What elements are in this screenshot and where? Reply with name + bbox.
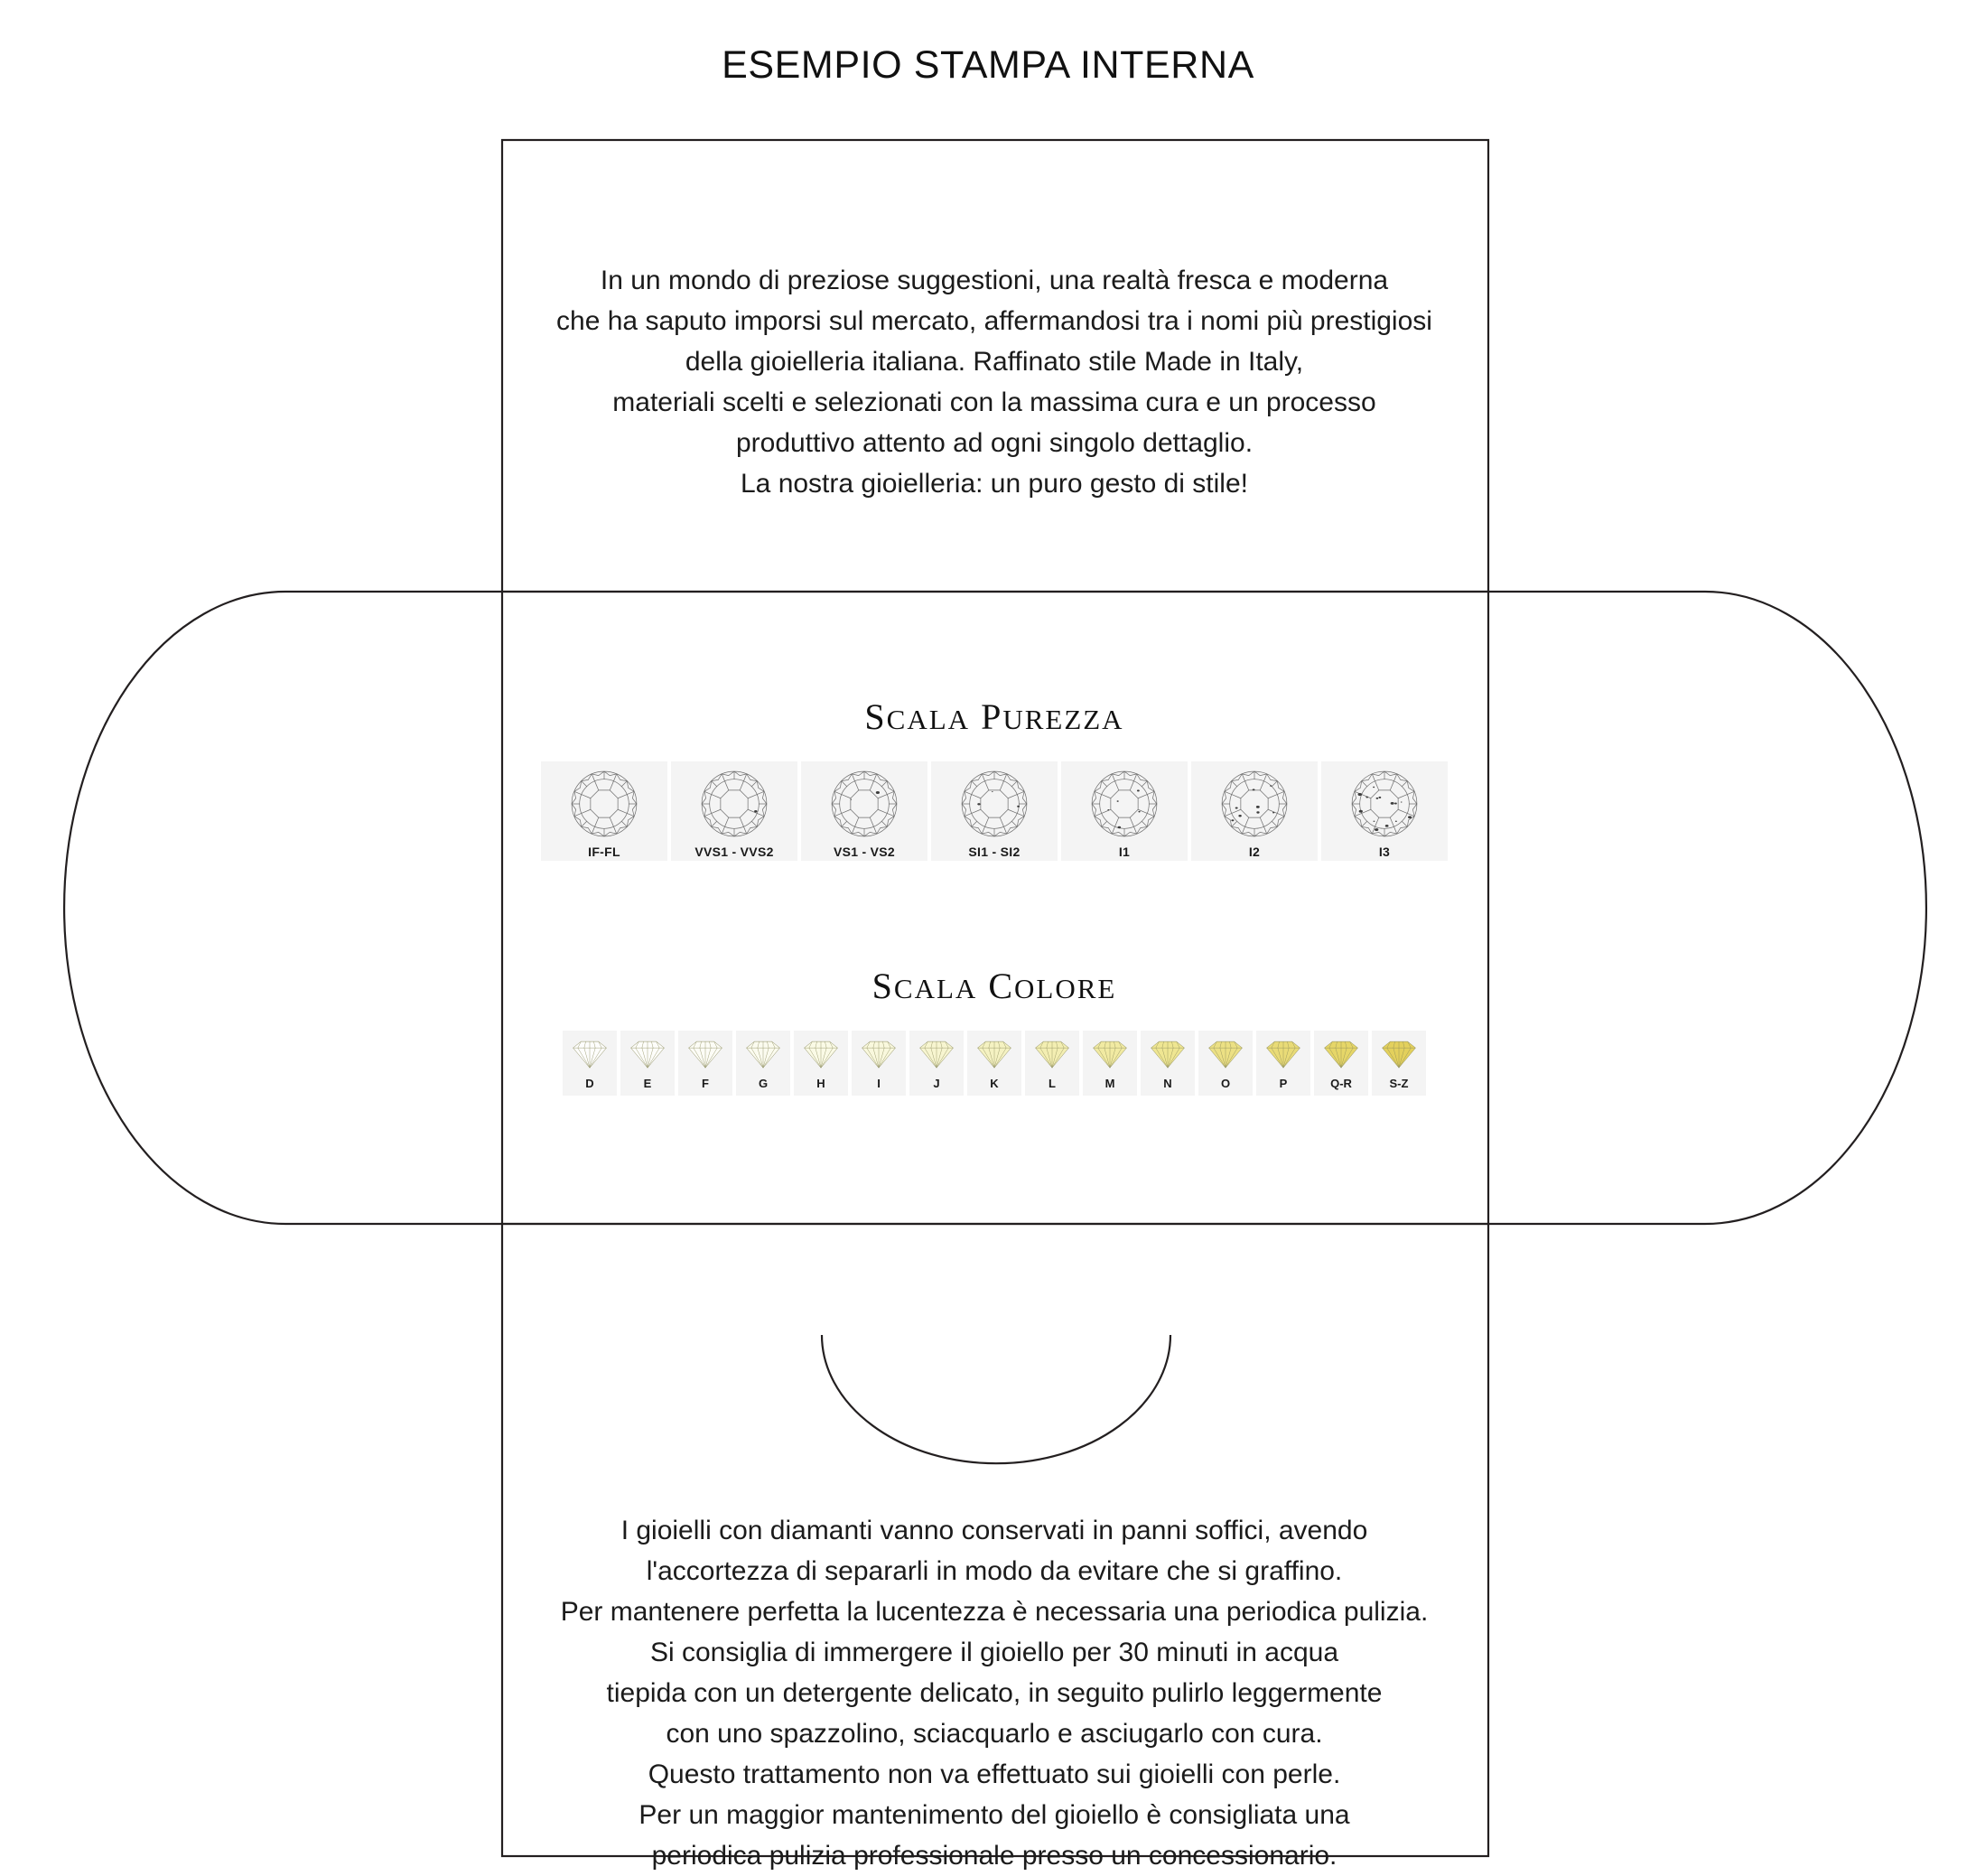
care-instructions-line: periodica pulizia professionale presso un concessionario. (651, 1841, 1338, 1871)
color-swatch (1198, 1031, 1253, 1096)
diamond-side-view-icon (1032, 1034, 1072, 1075)
page-title: ESEMPIO STAMPA INTERNA (722, 43, 1254, 87)
color-scale-heading: SCALA COLORE (871, 966, 1117, 1006)
diamond-side-view-icon (685, 1034, 725, 1075)
brand-description-line: della gioielleria italiana. Raffinato stile Made in Italy, (685, 347, 1304, 377)
clarity-swatch (1321, 761, 1448, 861)
clarity-grade-label: SI1 - SI2 (968, 845, 1021, 859)
color-grade-label: M (1105, 1077, 1115, 1090)
color-grade-label: I (877, 1077, 881, 1090)
clarity-scale-section (502, 695, 1487, 861)
color-grade-label: P (1279, 1077, 1288, 1090)
diamond-top-view-icon (569, 769, 639, 844)
diamond-side-view-icon (1090, 1034, 1130, 1075)
brand-description-text (502, 260, 1487, 504)
diamond-side-view-icon (743, 1034, 783, 1075)
color-grade-label: N (1163, 1077, 1172, 1090)
color-swatch (1314, 1031, 1368, 1096)
color-swatch (1372, 1031, 1426, 1096)
color-grade-label: O (1220, 1077, 1231, 1090)
clarity-swatch (931, 761, 1058, 861)
color-swatch (563, 1031, 617, 1096)
color-swatch-row (502, 1031, 1487, 1096)
diamond-side-view-icon (859, 1034, 899, 1075)
flap-left-outline (64, 592, 502, 1224)
care-instructions-line: Si consiglia di immergere il gioiello per 30 minuti in acqua (649, 1638, 1339, 1667)
diamond-side-view-icon (570, 1034, 610, 1075)
diamond-side-view-icon (1206, 1034, 1245, 1075)
brand-description-line: La nostra gioielleria: un puro gesto di stile! (740, 469, 1248, 499)
color-grade-label: L (1049, 1077, 1056, 1090)
diamond-top-view-icon (959, 769, 1030, 844)
clarity-swatch (1061, 761, 1188, 861)
diamond-side-view-icon (1263, 1034, 1303, 1075)
clarity-swatch (671, 761, 797, 861)
clarity-scale-heading: SCALA PUREZZA (864, 696, 1124, 737)
clarity-swatch (541, 761, 667, 861)
brand-description-line: che ha saputo imporsi sul mercato, affermandosi tra i nomi più prestigiosi (556, 306, 1432, 336)
care-instructions-line: tiepida con un detergente delicato, in seguito pulirlo leggermente (606, 1678, 1383, 1708)
clarity-swatch (1191, 761, 1318, 861)
color-swatch (1083, 1031, 1137, 1096)
diamond-side-view-icon (1148, 1034, 1188, 1075)
panel-middle-outline (502, 592, 1488, 1224)
diamond-side-view-icon (974, 1034, 1014, 1075)
color-swatch (1256, 1031, 1310, 1096)
color-swatch (794, 1031, 848, 1096)
diamond-top-view-icon (829, 769, 899, 844)
clarity-swatch (801, 761, 927, 861)
diamond-side-view-icon (628, 1034, 667, 1075)
flap-right-outline (1488, 592, 1926, 1224)
diamond-top-view-icon (1219, 769, 1290, 844)
color-grade-label: D (585, 1077, 594, 1090)
color-grade-label: Q-R (1330, 1077, 1352, 1090)
clarity-grade-label: VS1 - VS2 (833, 845, 896, 859)
color-swatch (736, 1031, 790, 1096)
color-swatch (967, 1031, 1021, 1096)
color-swatch (678, 1031, 732, 1096)
diamond-side-view-icon (1379, 1034, 1419, 1075)
clarity-swatch-row (502, 761, 1487, 861)
care-instructions-text (502, 1510, 1487, 1876)
diamond-side-view-icon (801, 1034, 841, 1075)
thumb-notch-outline (822, 1335, 1170, 1463)
care-instructions-line: con uno spazzolino, sciacquarlo e asciugarlo con cura. (666, 1719, 1323, 1749)
care-instructions-line: Per un maggior mantenimento del gioiello è consigliata una (638, 1800, 1350, 1830)
color-grade-label: G (758, 1077, 769, 1090)
color-grade-label: S-Z (1389, 1077, 1409, 1090)
color-swatch (909, 1031, 964, 1096)
clarity-grade-label: VVS1 - VVS2 (694, 845, 774, 859)
care-instructions-line: Per mantenere perfetta la lucentezza è necessaria una periodica pulizia. (560, 1597, 1429, 1627)
color-grade-label: J (933, 1077, 940, 1090)
brand-description-line: In un mondo di preziose suggestioni, una realtà fresca e moderna (600, 266, 1389, 295)
care-instructions-line: Questo trattamento non va effettuato sui gioielli con perle. (648, 1759, 1341, 1789)
brand-description-line: produttivo attento ad ogni singolo dettaglio. (735, 428, 1254, 458)
clarity-grade-label: IF-FL (588, 845, 620, 859)
color-grade-label: E (643, 1077, 652, 1090)
color-swatch (852, 1031, 906, 1096)
clarity-grade-label: I3 (1378, 845, 1391, 859)
diamond-side-view-icon (1321, 1034, 1361, 1075)
clarity-grade-label: I2 (1248, 845, 1261, 859)
care-instructions-line: l'accortezza di separarli in modo da evitare che si graffino. (646, 1556, 1343, 1586)
color-swatch (620, 1031, 675, 1096)
diamond-top-view-icon (1089, 769, 1160, 844)
diamond-top-view-icon (1349, 769, 1420, 844)
diamond-top-view-icon (699, 769, 769, 844)
color-grade-label: H (816, 1077, 825, 1090)
clarity-grade-label: I1 (1118, 845, 1131, 859)
color-swatch (1141, 1031, 1195, 1096)
color-grade-label: F (702, 1077, 709, 1090)
color-swatch (1025, 1031, 1079, 1096)
color-scale-section (502, 965, 1487, 1096)
diamond-side-view-icon (917, 1034, 956, 1075)
brand-description-line: materiali scelti e selezionati con la massima cura e un processo (612, 387, 1376, 417)
color-grade-label: K (990, 1077, 999, 1090)
care-instructions-line: I gioielli con diamanti vanno conservati in panni soffici, avendo (620, 1516, 1368, 1545)
